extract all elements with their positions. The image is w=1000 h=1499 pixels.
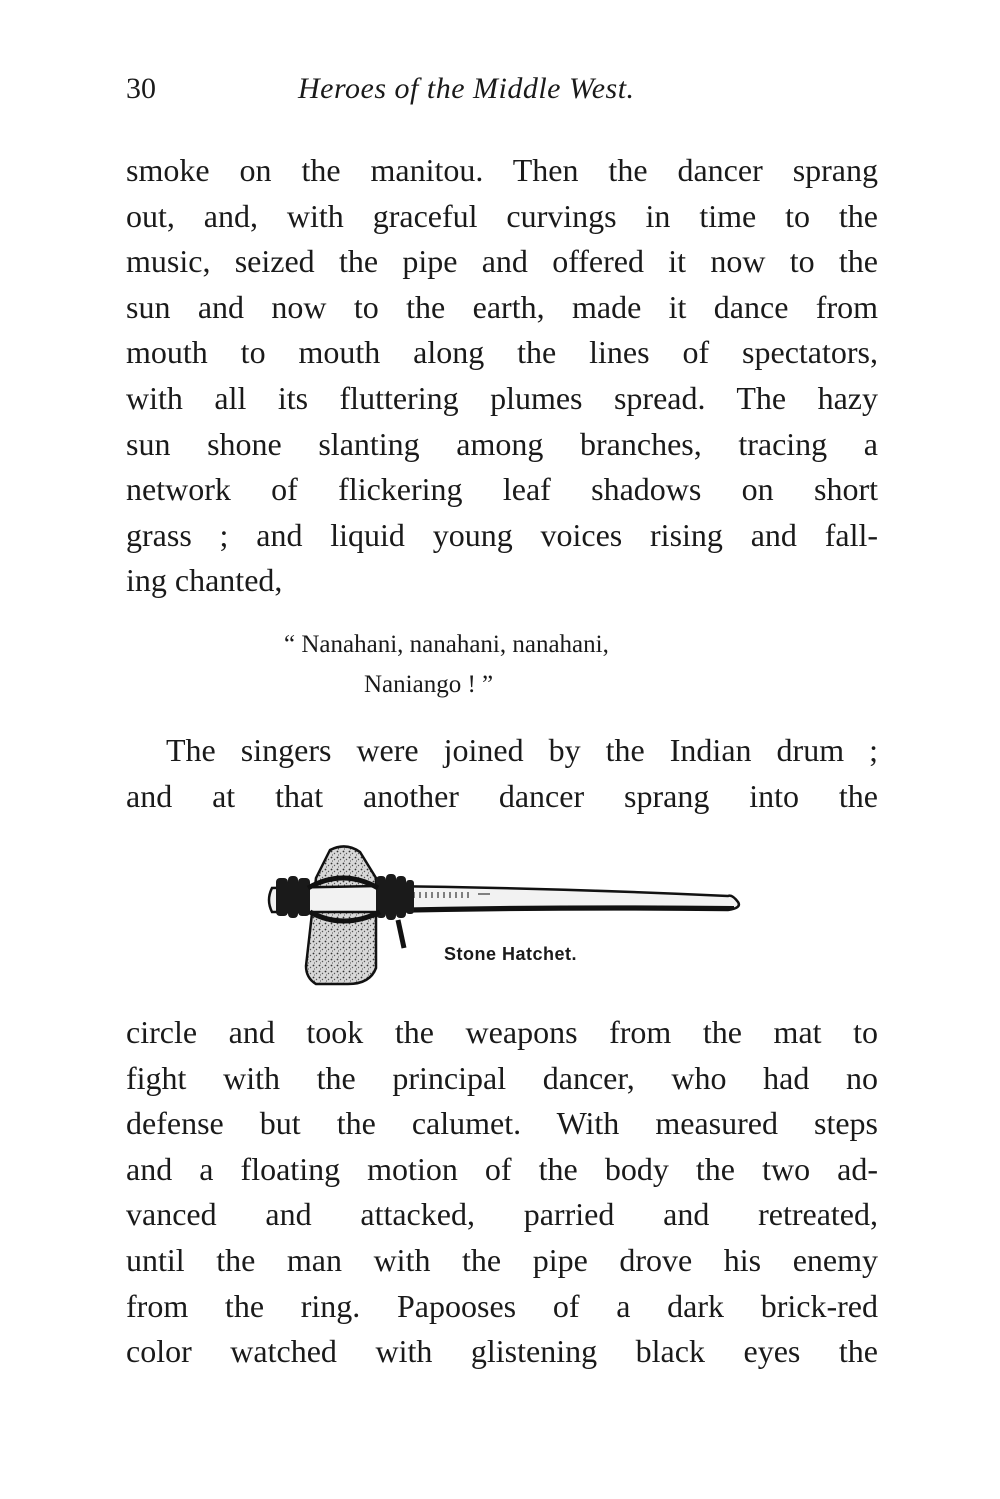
text-line: color watched with glistening black eyes the — [126, 1333, 878, 1370]
text-line: with all its fluttering plumes spread. The hazy — [126, 379, 878, 416]
text-line: defense but the calumet. With measured steps — [126, 1105, 878, 1142]
text-line: and at that another dancer sprang into the — [126, 777, 878, 814]
text-line: out, and, with graceful curvings in time to the — [126, 197, 878, 234]
paragraph-1 — [126, 148, 878, 604]
verse-line-1: “ Nanahani, nanahani, nanahani, — [284, 631, 609, 658]
paragraph-3 — [126, 1010, 878, 1375]
text-line: until the man with the pipe drove his enemy — [126, 1241, 878, 1278]
text-line: mouth to mouth along the lines of spectators, — [126, 334, 878, 371]
stone-hatchet-illustration — [258, 838, 758, 998]
text-line: network of flickering leaf shadows on short — [126, 471, 878, 508]
text-line: smoke on the manitou. Then the dancer sprang — [126, 152, 878, 188]
text-line: circle and took the weapons from the mat to — [126, 1014, 878, 1050]
verse-quote — [284, 625, 609, 705]
verse-line-2: Naniango ! ” — [364, 671, 494, 698]
text-line: and a floating motion of the body the two ad- — [126, 1150, 878, 1187]
paragraph-2 — [126, 728, 878, 819]
figure-caption: Stone Hatchet. — [444, 944, 578, 964]
text-line: sun shone slanting among branches, tracing a — [126, 425, 878, 462]
text-line: grass ; and liquid young voices rising and fall- — [126, 516, 878, 553]
text-line: sun and now to the earth, made it dance from — [126, 288, 878, 325]
text-line: vanced and attacked, parried and retreated, — [126, 1196, 878, 1233]
running-head — [126, 72, 716, 112]
text-line: music, seized the pipe and offered it now to the — [126, 243, 878, 280]
book-title: Heroes of the Middle West. — [298, 72, 635, 105]
text-line: ing chanted, — [126, 562, 283, 599]
text-line: fight with the principal dancer, who had no — [126, 1059, 878, 1096]
text-line: The singers were joined by the Indian drum ; — [166, 732, 878, 768]
stone-hatchet-icon — [258, 838, 758, 998]
page-number: 30 — [126, 72, 156, 105]
text-line: from the ring. Papooses of a dark brick-red — [126, 1287, 878, 1324]
